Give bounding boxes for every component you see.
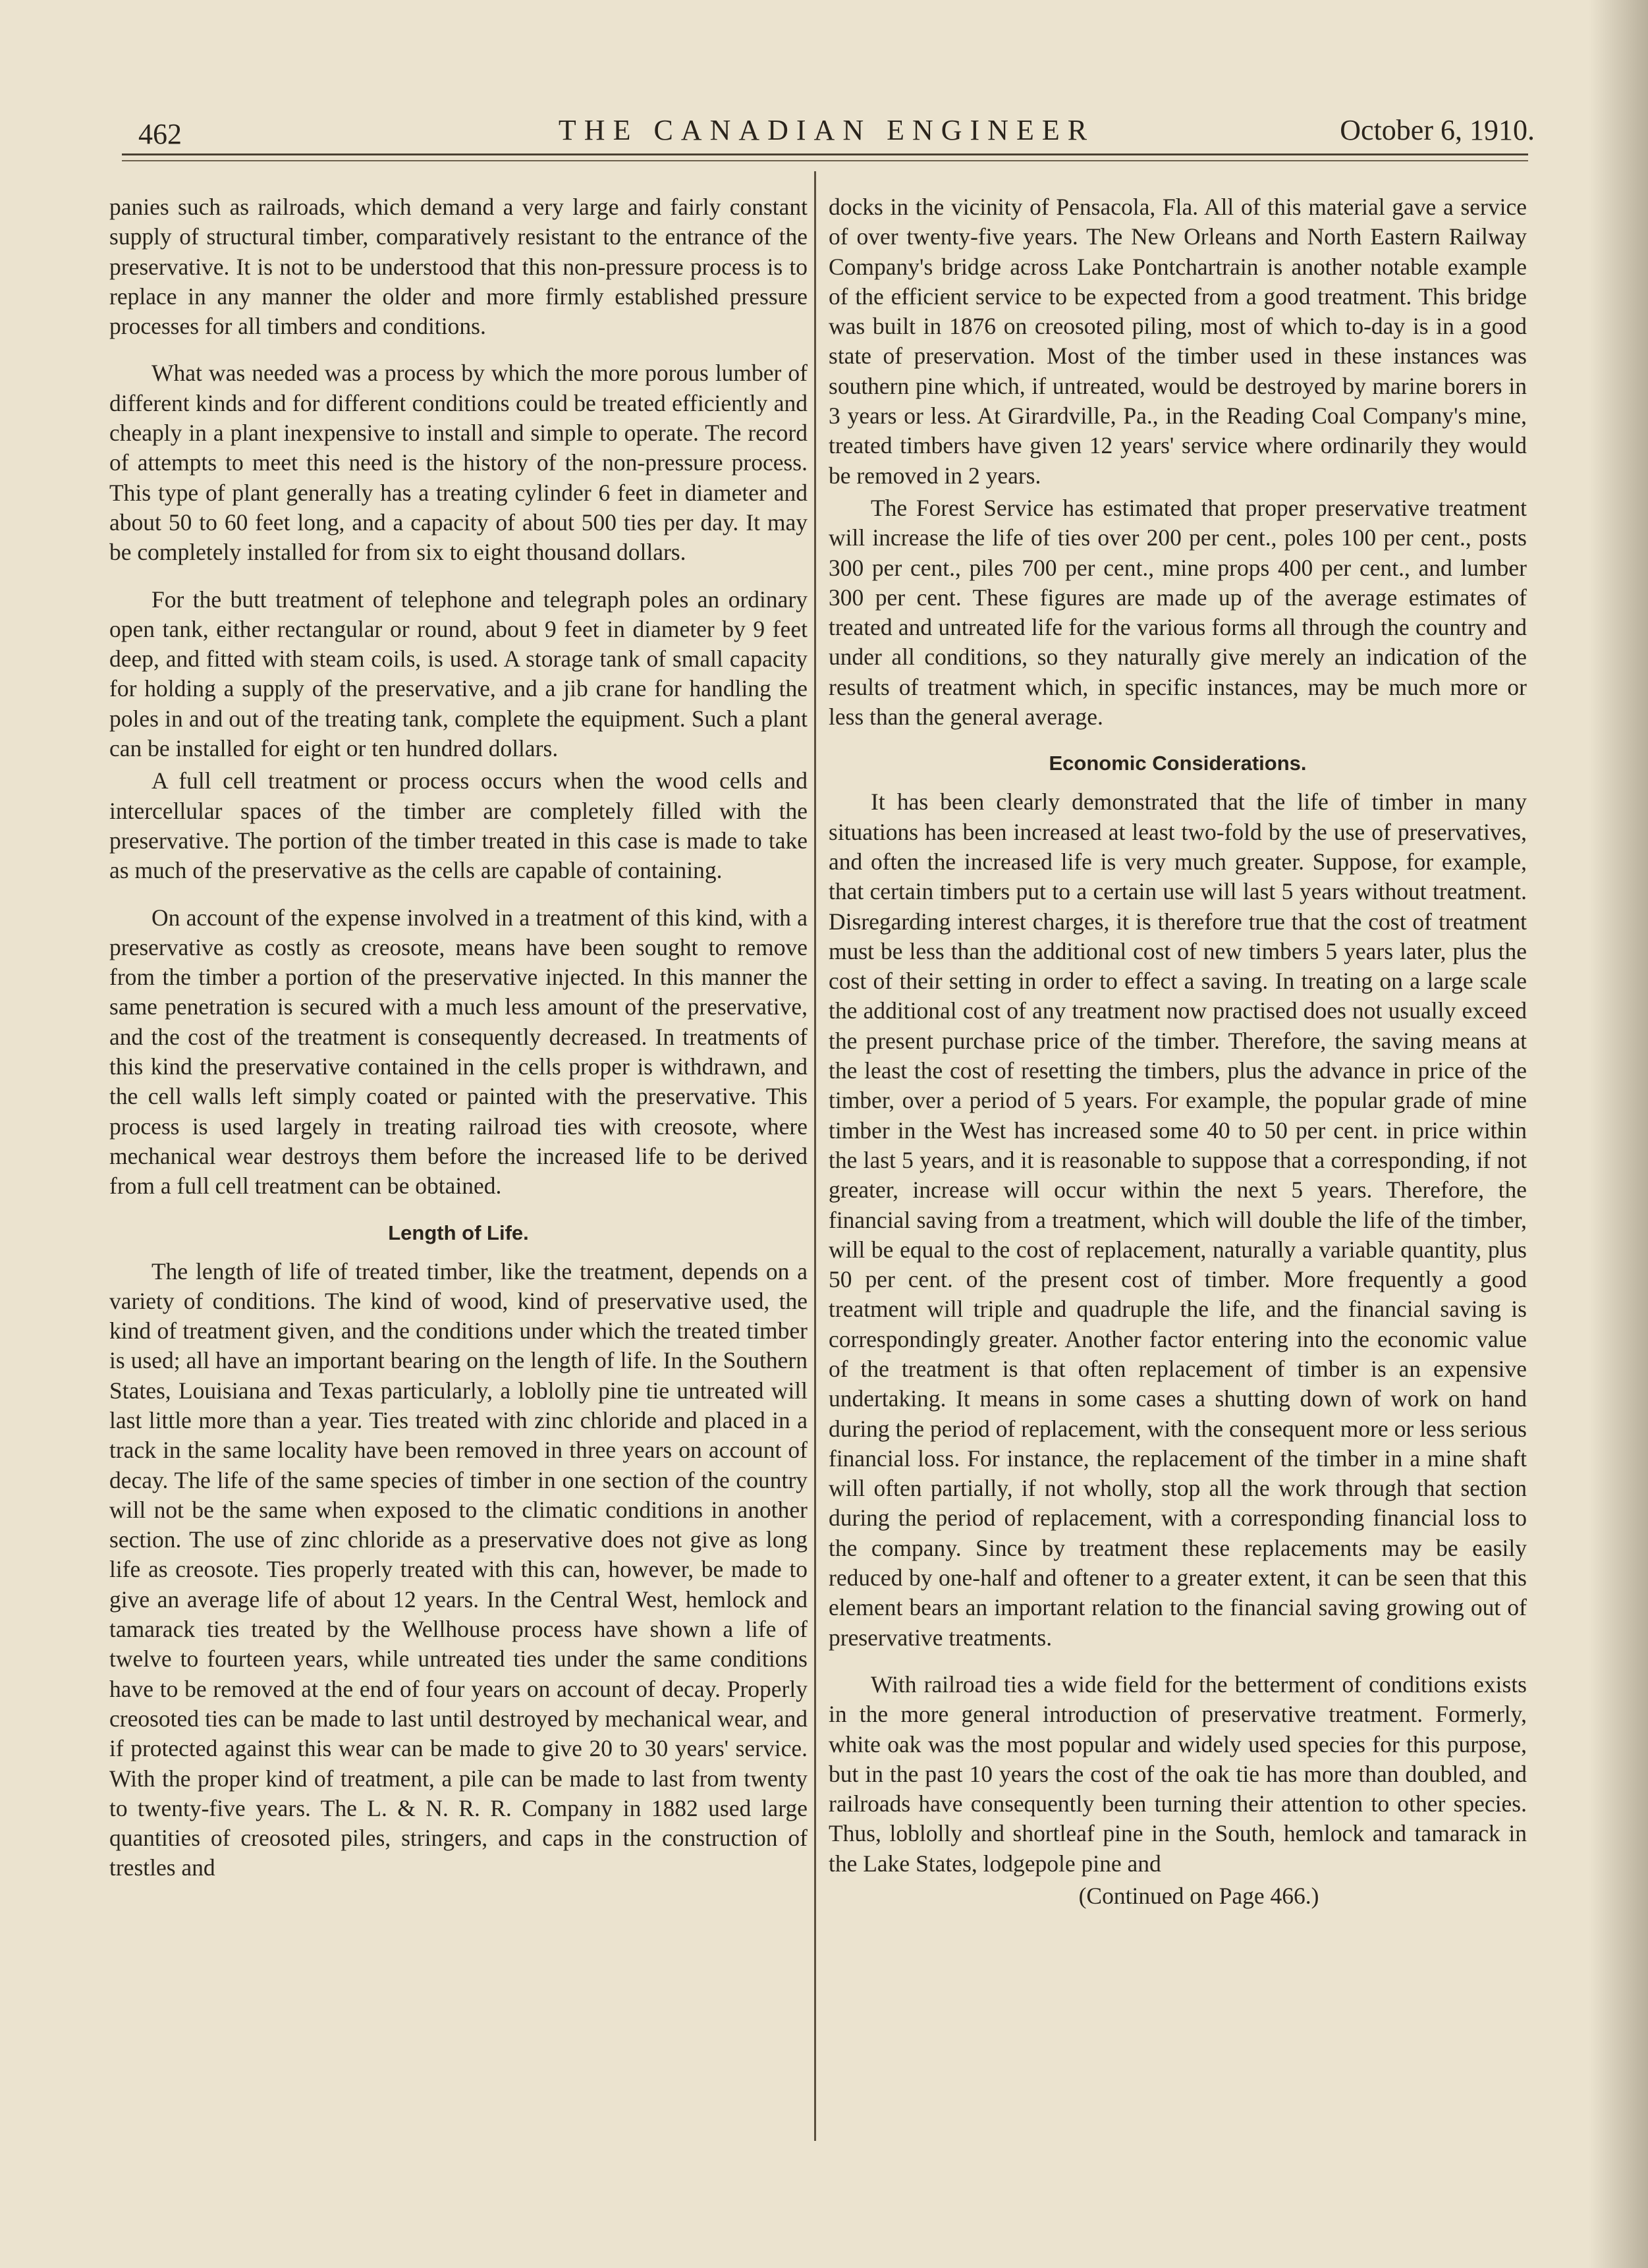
paragraph: docks in the vicinity of Pensacola, Fla. All of this material gave a service of over twenty-five years. The New Orleans and North Eastern Railway Company's bridge across Lake Pontchartrain is another notable example of the efficient service to be expected from a good treatment. This bridge was built in 1876 on creosoted piling, most of which to-day is in a good state of preservation. Most of the timber used in these instances was southern pine which, if untreated, would be destroyed by marine borers in 3 years or less. At Girardville, Pa., in the Reading Coal Company's mine, treated timbers have given 12 years' service where ordinarily they would be removed in 2 years. (829, 194, 1527, 489)
header-rule (122, 153, 1528, 155)
page-number: 462 (138, 118, 182, 150)
page-edge-shadow (1589, 0, 1648, 2268)
paragraph: On account of the expense involved in a treatment of this kind, with a preservative as costly as creosote, means have been sought to remove from the timber a portion of the preservative injected. In this manner the same penetration is secured with a much less amount of the preservative, and the cost of the treatment is consequently decreased. In treatments of this kind the preservative contained in the cells proper is withdrawn, and the cell walls left simply coated or painted with the preservative. This process is used largely in treating railroad ties with creosote, where mechanical wear destroys them before the increased life to be derived from a full cell treatment can be obtained. (109, 904, 808, 1200)
running-header (119, 112, 1535, 152)
journal-title: THE CANADIAN ENGINEER (558, 114, 1095, 146)
header-rule-thin (122, 160, 1528, 161)
paragraph: panies such as railroads, which demand a very large and fairly constant supply of structural timber, comparatively resistant to the entrance of the preservative. It is not to be understood that this non-pressure process is to replace in any manner the older and more firmly established pressure processes for all timbers and conditions. (109, 194, 808, 340)
paragraph: For the butt treatment of telephone and telegraph poles an ordinary open tank, either rectangular or round, about 9 feet in diameter by 9 feet deep, and fitted with steam coils, is used. A storage tank of small capacity for holding a supply of the preservative, and a jib crane for handling the poles in and out of the treating tank, complete the equipment. Such a plant can be installed for eight or ten hundred dollars. (109, 586, 808, 762)
paragraph: With railroad ties a wide field for the betterment of conditions exists in the more general introduction of preservative treatment. Formerly, white oak was the most popular and widely used species for this purpose, but in the past 10 years the cost of the oak tie has more than doubled, and railroads have consequently been turning their attention to other species. Thus, loblolly and shortleaf pine in the South, hemlock and tamarack in the Lake States, lodgepole pine and (829, 1671, 1527, 1877)
paragraph: The length of life of treated timber, like the treatment, depends on a variety of conditions. The kind of wood, kind of preservative used, the kind of treatment given, and the conditions under which the treated timber is used; all have an important bearing on the length of life. In the Southern States, Louisiana and Texas particularly, a loblolly pine tie untreated will last little more than a year. Ties treated with zinc chloride and placed in a track in the same locality have been removed in three years on account of decay. The life of the same species of timber in one section of the country will not be the same when exposed to the climatic conditions in another section. The use of zinc chloride as a preservative does not give as long life as creosote. Ties properly treated with this can, however, be made to give an average life of about 12 years. In the Central West, hemlock and tamarack ties treated by the Wellhouse process have shown a life of twelve to fourteen years, while untreated ties under the same conditions have to be removed at the end of four years on account of decay. Properly creosoted ties can be made to last until destroyed by mechanical wear, and if protected against this wear can be made to give 20 to 30 years' service. With the proper kind of treatment, a pile can be made to last from twenty to twenty-five years. The L. & N. R. R. Company in 1882 used large quantities of creosoted piles, stringers, and caps in the construction of trestles and (109, 1258, 808, 1881)
section-heading: Length of Life. (388, 1221, 529, 1244)
right-column (829, 192, 1527, 1911)
paragraph: What was needed was a process by which the more porous lumber of different kinds and for different conditions could be treated efficiently and cheaply in a plant inexpensive to install and simple to operate. The record of attempts to meet this need is the history of the non-pressure process. This type of plant generally has a treating cylinder 6 feet in diameter and about 50 to 60 feet long, and a capacity of about 500 ties per day. It may be completely installed for from six to eight thousand dollars. (109, 360, 808, 566)
left-column (109, 192, 808, 1883)
issue-date: October 6, 1910. (1340, 114, 1535, 146)
paragraph: A full cell treatment or process occurs when the wood cells and intercellular spaces of the timber are completely filled with the preservative. The portion of the timber treated in this case is made to take as much of the preservative as the cells are capable of containing. (109, 767, 808, 884)
paragraph: The Forest Service has estimated that proper preservative treatment will increase the life of ties over 200 per cent., poles 100 per cent., posts 300 per cent., piles 700 per cent., mine props 400 per cent., and lumber 300 per cent. These figures are made up of the average estimates of treated and untreated life for the various forms all through the country and under all conditions, so they naturally give merely an indication of the results of treatment which, in specific instances, may be much more or less than the general average. (829, 494, 1527, 731)
section-heading: Economic Considerations. (1049, 752, 1307, 775)
continued-note: (Continued on Page 466.) (1078, 1883, 1319, 1910)
paragraph: It has been clearly demonstrated that the life of timber in many situations has been increased at least two-fold by the use of preservatives, and often the increased life is very much greater. Suppose, for example, that certain timbers put to a certain use will last 5 years without treatment. Disregarding interest charges, it is therefore true that the cost of treatment must be less than the additional cost of new timbers 5 years later, plus the cost of their setting in order to effect a saving. In treating on a large scale the additional cost of any treatment now practised does not usually exceed the present purchase price of the timber. Therefore, the saving means at the least the cost of resetting the timbers, plus the advance in price of the timber, over a period of 5 years. For example, the popular grade of mine timber in the West has increased some 40 to 50 per cent. in price within the last 5 years, and it is reasonable to suppose that a corresponding, if not greater, increase will occur within the next 5 years. Therefore, the financial saving from a treatment, which will double the life of the timber, will be equal to the cost of replacement, naturally a variable quantity, plus 50 per cent. of the present cost of timber. More frequently a good treatment will triple and quadruple the life, and the financial saving is correspondingly greater. Another factor entering into the economic value of the treatment is that often replacement of timber is an expensive undertaking. It means in some cases a shutting down of work on hand during the period of replacement, with the consequent more or less serious financial loss. For instance, the replacement of the timber in a mine shaft will often partially, if not wholly, stop all the work through that section during the period of replacement, with a corresponding financial loss to the company. Since by treatment these replacements may be easily reduced by one-half and oftener to a greater extent, it can be seen that this element bears an important relation to the financial saving growing out of preservative treatments. (829, 788, 1527, 1651)
column-divider (814, 171, 816, 2141)
